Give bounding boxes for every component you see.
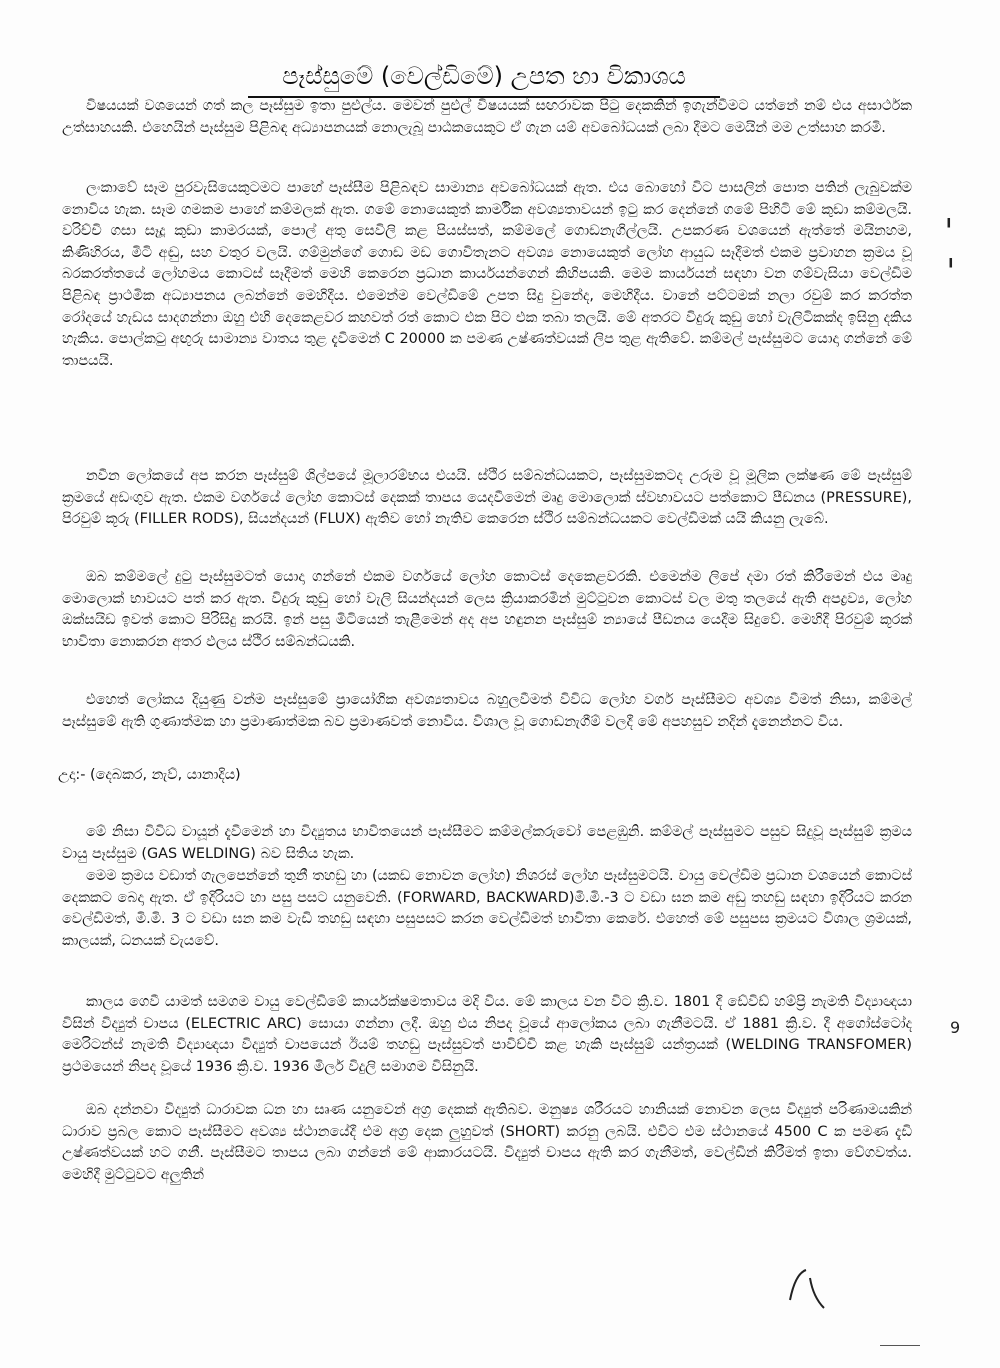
example-line: උදා:- (දෙබකර, නැව්, යානාදිය) — [58, 767, 241, 783]
scan-edge-mark — [880, 1345, 920, 1346]
paragraph-2-text: ලංකාවේ සෑම පුරවැසියෙකුටමට පාහේ පෑස්සීම පිළිබඳව සාමාන්‍ය අවබෝධයක් ඇත. එය බොහෝ විට පාසලින් පොත පතින් ලැබුවක්ම නොවිය හැක. සෑම ගමකම පාහේ කම්මලක් ඇත. ගමේ නොයෙකුත් කාර්මික අවශ්‍යතාවයන් ඉටු කර දෙන්නේ ගමේ පිහිටි මේ කුඩා කම්මලයි. වරිච්චි ගසා සෑදූ කුඩා කාමරයක්, පොල් අතු සෙවිලි කළ පියස්සත්, කම්මලේ ගොඩනැගිල්ලයි. උපකරණ වශයෙන් ඇත්තේ මයිනහම, කිණිහිරය, මිටි අඬු, සහ වතුර වලයි. ගම්මුන්ගේ ගොඩ මඩ ගොවිතැනට අවශ්‍ය නොයෙකුත් ලෝහ ආයුධ සෑදීමත් එකම ප්‍රවාහන ක්‍රමය වූ බරකරත්තයේ ලෝහමය කොටස් සෑදීමත් මෙහි කෙරෙන ප්‍රධාන කාර්යයන්ගෙන් කිහිපයකි. මෙම කාර්යයන් සඳහා වන ගම්වැසියා වෙල්ඩිම පිළිබඳ ප්‍රාථමික අධ්‍යාපනය ලබන්නේ මෙහිදීය. එමෙන්ම වෙල්ඩිමේ උපත සිදු වුනේද, මෙහිදීය. වානේ පට්ටමක් නලා රවුම් කර කරත්ත රෝදයේ හැඩය සාදගන්නා ඔහු එහි දෙකෙළවර කහවත් රත් කොට එක පිට එක තබා තලයි. මේ අතරට විදුරු කුඩු හෝ වැලිටිකක්ද ඉසිනු දකිය හැකිය. පොල්කටු අඟුරු සාමාන්‍ය වාතය තුළ දැවීමෙන් C 20000 ක පමණ උෂ්ණත්වයක් ලිප තුළ ඇතිවේ. කම්මල් පෑස්සුමට යොදා ගන්නේ මේ තාපයයි. — [62, 180, 912, 369]
paragraph-5-text: එහෙත් ලෝකය දියුණු වන්ම පෑස්සුමේ ප්‍රායෝගික අවශ්‍යතාවය බහුලවීමත් විවිධ ලෝහ වර්ග පෑස්සීමට අවශ්‍ය වීමත් නිසා, කම්මල් පෑස්සුමේ ඇති ගුණාත්මක හා ප්‍රමාණාත්මක බව ප්‍රමාණවත් නොවීය. විශාල වූ ගොඩනැගීම් වලදී මේ අපහසුව නදින් දැනෙන්නට විය. — [62, 692, 912, 730]
paragraph-1-text: විෂයයක් වශයෙන් ගත් කල පෑස්සුම ඉතා පුළුල්ය. මෙවන් පුළුල් විෂයයක් සඟරාවක පිටු දෙකකින් ඉගැන්වීමට යත්නේ නම් එය අසාර්ථක උත්සාහයකි. එහෙයින් පෑස්සුම පිළිබඳ අධ්‍යාපනයක් නොලැබූ පාඨකයෙකුට ඒ ගැන යම් අවබෝධයක් ලබා දීමට මෙයින් මම උත්සාහ කරමි. — [62, 98, 912, 136]
paragraph-6-text: මේ නිසා විවිධ වායූන් දැවීමෙන් හා විද්‍යුතය භාවිතයෙන් පෑස්සීමට කම්මල්කරුවෝ පෙළඹුනි. කම්මල් පෑස්සුමට පසුව සිදුවූ පෑස්සුම් ක්‍රමය වායු පෑස්සුම (GAS WELDING) බව සිතිය හැක. — [62, 824, 912, 862]
paragraph-9-text: ඔබ දන්නවා විද්‍යුත් ධාරාවක ධන හා සෘණ යනුවෙන් අග්‍ර දෙකක් ඇතිබව. මනුෂ්‍ය ශරීරයට හානියක් නොවන ලෙස විද්‍යුත් පරිණාමයකින් ධාරාව ප්‍රබල කොට පෑස්සීමට අවශ්‍ය ස්ථානයේදී එම අග්‍ර දෙක ලුහුවත් (SHORT) කරනු ලබයි. එවිට එම ස්ථානයේ 4500 C ක පමණ දැඩි උෂ්ණත්වයක් හට ගනී. පෑස්සීමට තාපය ලබා ගන්නේ මේ ආකාරයටයි. විද්‍යුත් චාපය ඇති කර ගැනීමත්, වෙල්ඩින් කිරීමත් ඉතා වේගවත්ය. මෙහිදී මුට්ටුවට අලුතින් — [62, 1102, 912, 1183]
paragraph-2 — [62, 178, 912, 372]
paragraph-3 — [62, 466, 912, 531]
paragraph-7-text: මෙම ක්‍රමය වඩාත් ගැලපෙන්නේ තුනී තහඩු හා (යකඩ නොවන ලෝහ) නිශරස් ලෝහ පෑස්සුමටයි. වායු වෙල්ඩිම ප්‍රධාන වශයෙන් කොටස් දෙකකට බෙදා ඇත. ඒ ඉදිරියට හා පසු පසට යනුවෙනි. (FORWARD, BACKWARD)මි.මි.-3 ට වඩා ඝන කම අඩු තහඩු සඳහා ඉදිරියට කරන වෙල්ඩිමත්, මි.මි. 3 ට වඩා ඝන කම වැඩි තහඩු සඳහා පසුපසට කරන වෙල්ඩිමත් භාවිතා කෙරේ. එහෙත් මේ පසුපස ක්‍රමයට විශාල ශ්‍රමයක්, කාලයක්, ධනයක් වැයවේ. — [62, 868, 912, 949]
paragraph-8 — [62, 992, 912, 1078]
paragraph-4 — [62, 567, 912, 653]
paragraph-3-text: නවීන ලෝකයේ අප කරන පෑස්සුම් ශිල්පයේ මූලාරම්භය එයයි. ස්ථිර සම්බන්ධයකට, පෑස්සුමකටද උරුම වූ මූලික ලක්ෂණ මේ පෑස්සුම් ක්‍රමයේ අඩංගුව ඇත. එකම වර්ගයේ ලෝහ කොටස් දෙකක් තාපය යෙදවීමෙන් මෘදු මොලොක් ස්වභාවයට පත්කොට පීඩනය (PRESSURE), පිරවුම් කූරු (FILLER RODS), සියන්දයන් (FLUX) ඇතිව හෝ නැතිව කෙරෙන ස්ථිර සම්බන්ධයකට වෙල්ඩිමක් යයි කියනු ලැබේ. — [62, 468, 912, 528]
paragraph-8-text: කාලය ගෙවී යාමත් සමගම වායු වෙල්ඩිමේ කාර්යක්ෂමතාවය මදි විය. මේ කාලය වන විට ක්‍රි.ව. 1801 දී ඩේවිඩ් හම්ප්‍රි නැමති විද්‍යාඥයා විසින් විද්‍යුත් චාපය (ELECTRIC ARC) සොයා ගන්නා ලදී. ඔහු එය නිපද වූයේ ආලෝකය ලබා ගැනීමටයි. ඒ 1881 ක්‍රි.ව. දී අගෝස්ටෝද මෙරිටන්ස් නැමති විද්‍යාඥයා විද්‍යුත් චාපයෙන් ඊයම් තහඩු පෑස්සුවත් පාවිච්චි කළ හැකි පෑස්සුම් යන්ත්‍රයක් (WELDING TRANSFOMER) ප්‍රථමයෙන් නිපද වූයේ 1936 ක්‍රි.ව. 1936 මිලර් විදුලි සමාගම විසිනුයි. — [62, 994, 912, 1075]
paragraph-9 — [62, 1100, 912, 1186]
document-title: පෑස්සුමේ (වෙල්ඩිමේ) උපත හා විකාශය — [248, 56, 720, 98]
margin-tick-mark: ╹ — [946, 258, 956, 277]
paragraph-6 — [62, 822, 912, 865]
margin-tick-mark: ╹ — [944, 218, 954, 237]
margin-page-mark: 9 — [950, 1018, 961, 1037]
paragraph-1 — [62, 96, 912, 139]
paragraph-4-text: ඔබ කම්මලේ දුටු පෑස්සුමටත් යොදා ගන්නේ එකම වර්ගයේ ලෝහ කොටස් දෙකෙළවරකි. එමෙන්ම ලිපේ දමා රත් කිරීමෙන් එය මෘදු මොලොක් භාවයට පත් කර ඇත. විදුරු කුඩු හෝ වැලි සියන්දයන් ලෙස ක්‍රියාකරමින් මුට්ටුවන කොටස් වල මතු තලයේ ඇති අපද්‍රව්‍ය, ලෝහ ඔක්සයිඩ ඉවත් කොට පිරිසිදු කරයි. ඉන් පසු මිටියෙන් තැළීමෙන් අද අප හඳුනන පෑස්සුම් න්‍යායේ පීඩනය යෙදීම සිදුවේ. මෙහිදී පිරවුම් කූරක් භාවිතා නොකරන අතර ඵලය ස්ථිර සම්බන්ධයකි. — [62, 569, 912, 650]
paragraph-7 — [62, 866, 912, 952]
handwritten-mark — [780, 1250, 850, 1310]
paragraph-5 — [62, 690, 912, 733]
